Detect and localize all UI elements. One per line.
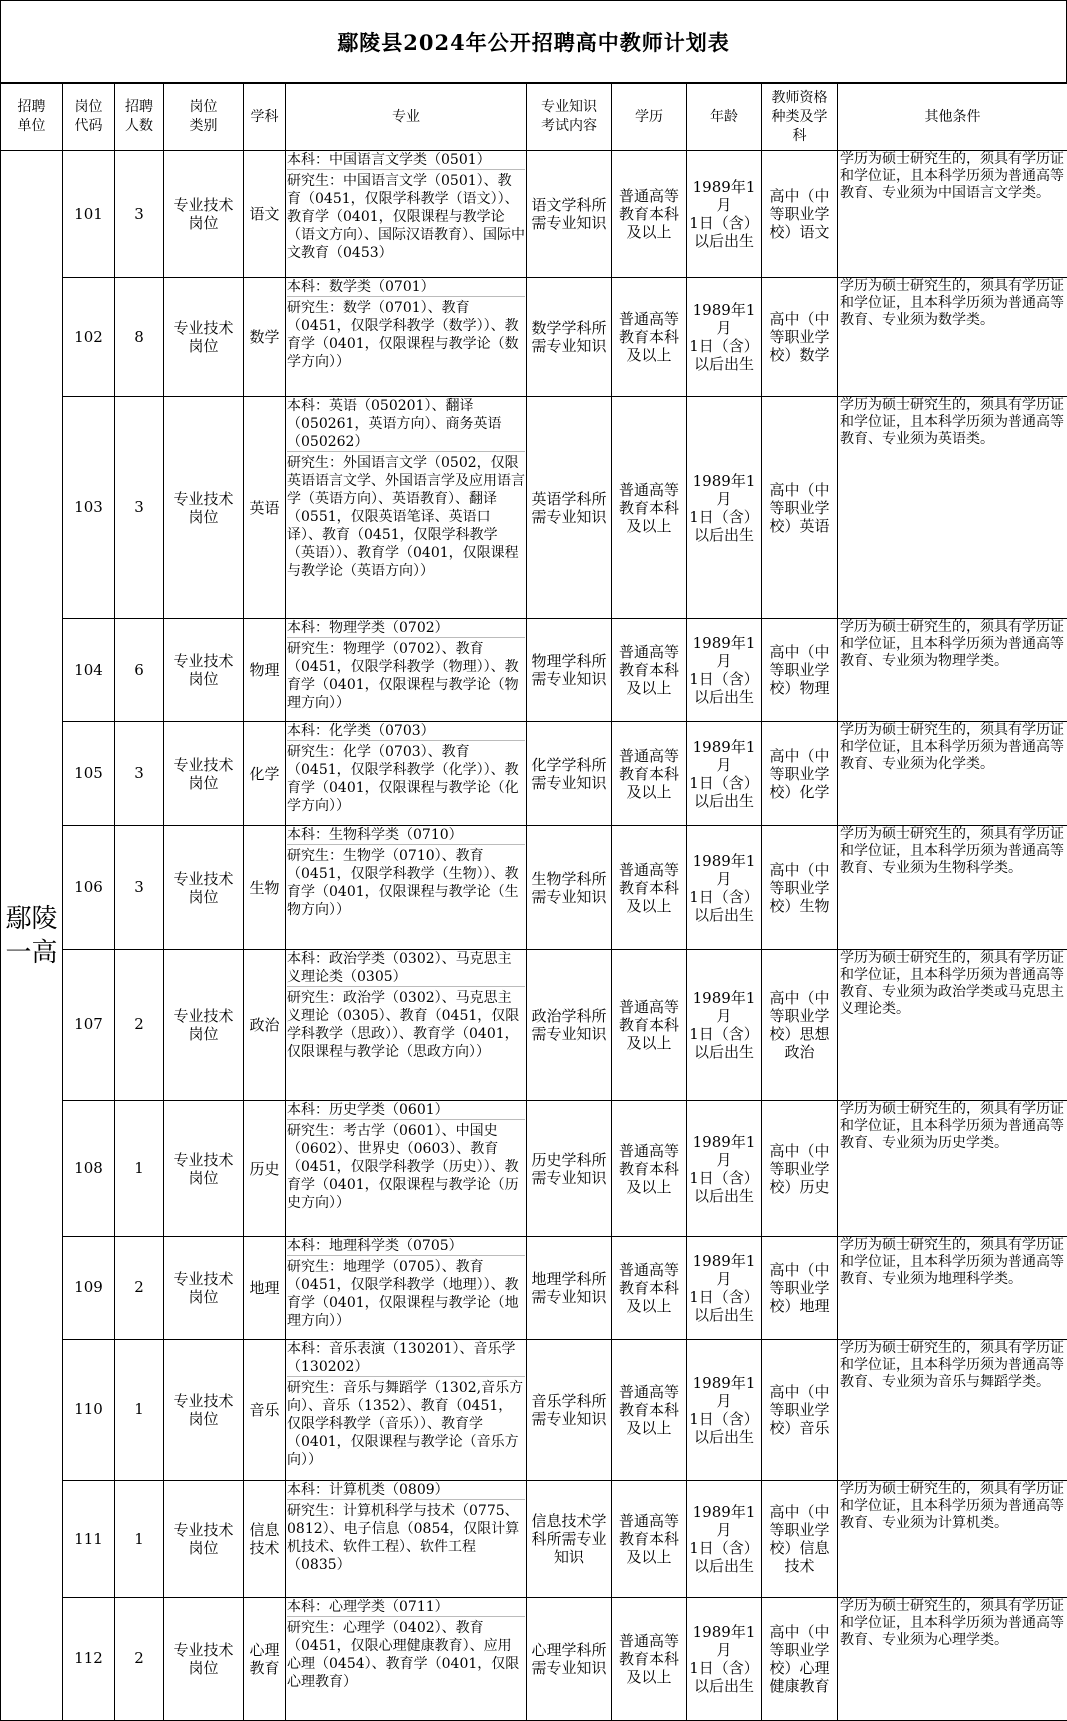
other-conditions: 学历为硕士研究生的，须具有学历证和学位证，且本科学历须为普通高等教育、专业须为历史学类。: [838, 1101, 1067, 1237]
exam-content: 历史学科所 需专业知识: [527, 1101, 612, 1237]
position-type: 专业技术 岗位: [164, 1339, 244, 1481]
major-requirements: [286, 949, 527, 1100]
teacher-certificate: 高中（中 等职业学 校）生物: [762, 826, 838, 949]
undergrad-major: 本科：音乐表演（130201）、音乐学（130202）: [287, 1340, 525, 1377]
table-row: [1, 1481, 1067, 1598]
header-major: 专业: [286, 84, 527, 151]
position-code: 108: [63, 1101, 115, 1237]
other-conditions: 学历为硕士研究生的，须具有学历证和学位证，且本科学历须为普通高等教育、专业须为数学类。: [838, 278, 1067, 397]
age-requirement: 1989年1月 1日（含） 以后出生: [687, 1597, 762, 1720]
header-row: [1, 84, 1067, 151]
teacher-certificate: 高中（中 等职业学 校）语文: [762, 151, 838, 278]
header-type: 岗位 类别: [164, 84, 244, 151]
other-conditions: 学历为硕士研究生的，须具有学历证和学位证，且本科学历须为普通高等教育、专业须为英语类。: [838, 397, 1067, 619]
major-requirements: [286, 619, 527, 721]
education-requirement: 普通高等 教育本科 及以上: [612, 949, 687, 1100]
other-conditions: 学历为硕士研究生的，须具有学历证和学位证，且本科学历须为普通高等教育、专业须为心理学类。: [838, 1597, 1067, 1720]
hire-count: 2: [115, 949, 164, 1100]
education-requirement: 普通高等 教育本科 及以上: [612, 278, 687, 397]
header-exam: 专业知识 考试内容: [527, 84, 612, 151]
position-code: 102: [63, 278, 115, 397]
position-type: 专业技术 岗位: [164, 1597, 244, 1720]
table-header: [1, 84, 1067, 151]
header-subject: 学科: [244, 84, 286, 151]
age-requirement: 1989年1月 1日（含） 以后出生: [687, 826, 762, 949]
recruiting-unit: 鄢陵 一高: [1, 151, 63, 1721]
teacher-certificate: 高中（中 等职业学 校）化学: [762, 721, 838, 826]
exam-content: 语文学科所 需专业知识: [527, 151, 612, 278]
table-row: [1, 721, 1067, 826]
recruitment-table: [0, 83, 1067, 1721]
major-requirements: [286, 826, 527, 949]
major-requirements: [286, 1101, 527, 1237]
teacher-certificate: 高中（中 等职业学 校）历史: [762, 1101, 838, 1237]
hire-count: 3: [115, 826, 164, 949]
position-type: 专业技术 岗位: [164, 151, 244, 278]
graduate-major: 研究生：政治学（0302）、马克思主义理论（0305）、教育（0451，仅限学科教学（思政））、教育学（0401，仅限课程与教学论（思政方向））: [287, 989, 520, 1060]
age-requirement: 1989年1月 1日（含） 以后出生: [687, 721, 762, 826]
exam-content: 音乐学科所 需专业知识: [527, 1339, 612, 1481]
hire-count: 1: [115, 1481, 164, 1598]
header-education: 学历: [612, 84, 687, 151]
position-type: 专业技术 岗位: [164, 1101, 244, 1237]
position-code: 101: [63, 151, 115, 278]
subject: 心理 教育: [244, 1597, 286, 1720]
age-requirement: 1989年1月 1日（含） 以后出生: [687, 151, 762, 278]
subject: 信息 技术: [244, 1481, 286, 1598]
table-row: [1, 949, 1067, 1100]
undergrad-major: 本科：政治学类（0302）、马克思主义理论类（0305）: [287, 950, 525, 987]
education-requirement: 普通高等 教育本科 及以上: [612, 1597, 687, 1720]
table-body: [1, 151, 1067, 1721]
hire-count: 2: [115, 1597, 164, 1720]
undergrad-major: 本科：地理科学类（0705）: [287, 1237, 525, 1256]
education-requirement: 普通高等 教育本科 及以上: [612, 397, 687, 619]
header-count: 招聘 人数: [115, 84, 164, 151]
age-requirement: 1989年1月 1日（含） 以后出生: [687, 1101, 762, 1237]
position-code: 107: [63, 949, 115, 1100]
graduate-major: 研究生：音乐与舞蹈学（1302,音乐方向）、音乐（1352）、教育（0451，仅限学科教学（音乐））、教育学（0401，仅限课程与教学论（音乐方向））: [287, 1379, 524, 1468]
exam-content: 物理学科所 需专业知识: [527, 619, 612, 721]
table-row: [1, 826, 1067, 949]
title-box: [0, 0, 1067, 83]
other-conditions: 学历为硕士研究生的，须具有学历证和学位证，且本科学历须为普通高等教育、专业须为化学类。: [838, 721, 1067, 826]
education-requirement: 普通高等 教育本科 及以上: [612, 1339, 687, 1481]
position-type: 专业技术 岗位: [164, 1237, 244, 1339]
age-requirement: 1989年1月 1日（含） 以后出生: [687, 1237, 762, 1339]
position-code: 105: [63, 721, 115, 826]
table-row: [1, 278, 1067, 397]
major-requirements: [286, 151, 527, 278]
graduate-major: 研究生：中国语言文学（0501）、教育（0451，仅限学科教学（语文））、教育学（0401，仅限课程与教学论（语文方向）、国际汉语教育）、国际中文教育（0453）: [287, 173, 525, 261]
hire-count: 3: [115, 397, 164, 619]
position-code: 111: [63, 1481, 115, 1598]
position-type: 专业技术 岗位: [164, 278, 244, 397]
undergrad-major: 本科：中国语言文学类（0501）: [287, 151, 525, 170]
exam-content: 生物学科所 需专业知识: [527, 826, 612, 949]
hire-count: 8: [115, 278, 164, 397]
undergrad-major: 本科：化学类（0703）: [287, 722, 525, 741]
major-requirements: [286, 721, 527, 826]
graduate-major: 研究生：心理学（0402）、教育（0451，仅限心理健康教育）、应用心理（0454）、教育学（0401，仅限心理教育）: [287, 1619, 520, 1690]
teacher-certificate: 高中（中 等职业学 校）心理 健康教育: [762, 1597, 838, 1720]
hire-count: 1: [115, 1339, 164, 1481]
teacher-certificate: 高中（中 等职业学 校）信息 技术: [762, 1481, 838, 1598]
exam-content: 英语学科所 需专业知识: [527, 397, 612, 619]
other-conditions: 学历为硕士研究生的，须具有学历证和学位证，且本科学历须为普通高等教育、专业须为生物科学类。: [838, 826, 1067, 949]
position-type: 专业技术 岗位: [164, 949, 244, 1100]
header-age: 年龄: [687, 84, 762, 151]
subject: 地理: [244, 1237, 286, 1339]
undergrad-major: 本科：生物科学类（0710）: [287, 826, 525, 845]
education-requirement: 普通高等 教育本科 及以上: [612, 619, 687, 721]
position-type: 专业技术 岗位: [164, 619, 244, 721]
major-requirements: [286, 397, 527, 619]
other-conditions: 学历为硕士研究生的，须具有学历证和学位证，且本科学历须为普通高等教育、专业须为计算机类。: [838, 1481, 1067, 1598]
teacher-certificate: 高中（中 等职业学 校）物理: [762, 619, 838, 721]
header-unit: 招聘 单位: [1, 84, 63, 151]
position-code: 112: [63, 1597, 115, 1720]
teacher-certificate: 高中（中 等职业学 校）音乐: [762, 1339, 838, 1481]
undergrad-major: 本科：物理学类（0702）: [287, 619, 525, 638]
position-type: 专业技术 岗位: [164, 397, 244, 619]
teacher-certificate: 高中（中 等职业学 校）思想 政治: [762, 949, 838, 1100]
age-requirement: 1989年1月 1日（含） 以后出生: [687, 278, 762, 397]
education-requirement: 普通高等 教育本科 及以上: [612, 151, 687, 278]
undergrad-major: 本科：心理学类（0711）: [287, 1598, 525, 1617]
position-code: 106: [63, 826, 115, 949]
teacher-certificate: 高中（中 等职业学 校）地理: [762, 1237, 838, 1339]
exam-content: 政治学科所 需专业知识: [527, 949, 612, 1100]
position-code: 109: [63, 1237, 115, 1339]
other-conditions: 学历为硕士研究生的，须具有学历证和学位证，且本科学历须为普通高等教育、专业须为地理科学类。: [838, 1237, 1067, 1339]
age-requirement: 1989年1月 1日（含） 以后出生: [687, 619, 762, 721]
hire-count: 1: [115, 1101, 164, 1237]
education-requirement: 普通高等 教育本科 及以上: [612, 826, 687, 949]
table-row: [1, 397, 1067, 619]
graduate-major: 研究生：物理学（0702）、教育（0451，仅限学科教学（物理））、教育学（0401，仅限课程与教学论（物理方向））: [287, 641, 519, 712]
major-requirements: [286, 1597, 527, 1720]
position-code: 103: [63, 397, 115, 619]
subject: 语文: [244, 151, 286, 278]
education-requirement: 普通高等 教育本科 及以上: [612, 721, 687, 826]
subject: 英语: [244, 397, 286, 619]
other-conditions: 学历为硕士研究生的，须具有学历证和学位证，且本科学历须为普通高等教育、专业须为中国语言文学类。: [838, 151, 1067, 278]
subject: 生物: [244, 826, 286, 949]
age-requirement: 1989年1月 1日（含） 以后出生: [687, 949, 762, 1100]
graduate-major: 研究生：考古学（0601）、中国史（0602）、世界史（0603）、教育（0451，仅限学科教学（历史））、教育学（0401，仅限课程与教学论（历史方向））: [287, 1123, 519, 1212]
position-type: 专业技术 岗位: [164, 1481, 244, 1598]
subject: 历史: [244, 1101, 286, 1237]
table-row: [1, 1597, 1067, 1720]
position-code: 110: [63, 1339, 115, 1481]
subject: 物理: [244, 619, 286, 721]
header-cert: 教师资格 种类及学 科: [762, 84, 838, 151]
graduate-major: 研究生：数学（0701）、教育（0451，仅限学科教学（数学））、教育学（0401，仅限课程与教学论（数学方向））: [287, 300, 519, 371]
other-conditions: 学历为硕士研究生的，须具有学历证和学位证，且本科学历须为普通高等教育、专业须为物理学类。: [838, 619, 1067, 721]
table-row: [1, 1101, 1067, 1237]
table-row: [1, 619, 1067, 721]
age-requirement: 1989年1月 1日（含） 以后出生: [687, 1481, 762, 1598]
graduate-major: 研究生：地理学（0705）、教育（0451，仅限学科教学（地理））、教育学（0401，仅限课程与教学论（地理方向））: [287, 1259, 519, 1330]
major-requirements: [286, 1237, 527, 1339]
subject: 政治: [244, 949, 286, 1100]
exam-content: 化学学科所 需专业知识: [527, 721, 612, 826]
table-row: [1, 1237, 1067, 1339]
undergrad-major: 本科：计算机类（0809）: [287, 1481, 525, 1500]
hire-count: 3: [115, 151, 164, 278]
position-type: 专业技术 岗位: [164, 721, 244, 826]
exam-content: 心理学科所 需专业知识: [527, 1597, 612, 1720]
subject: 数学: [244, 278, 286, 397]
teacher-certificate: 高中（中 等职业学 校）英语: [762, 397, 838, 619]
subject: 音乐: [244, 1339, 286, 1481]
undergrad-major: 本科：英语（050201）、翻译（050261，英语方向）、商务英语（050262）: [287, 397, 525, 452]
graduate-major: 研究生：化学（0703）、教育（0451，仅限学科教学（化学））、教育学（0401，仅限课程与教学论（化学方向））: [287, 743, 519, 814]
teacher-certificate: 高中（中 等职业学 校）数学: [762, 278, 838, 397]
other-conditions: 学历为硕士研究生的，须具有学历证和学位证，且本科学历须为普通高等教育、专业须为音乐与舞蹈学类。: [838, 1339, 1067, 1481]
position-code: 104: [63, 619, 115, 721]
page-title: 鄢陵县2024年公开招聘高中教师计划表: [337, 29, 730, 55]
table-row: [1, 1339, 1067, 1481]
header-other: 其他条件: [838, 84, 1067, 151]
age-requirement: 1989年1月 1日（含） 以后出生: [687, 1339, 762, 1481]
header-code: 岗位 代码: [63, 84, 115, 151]
age-requirement: 1989年1月 1日（含） 以后出生: [687, 397, 762, 619]
graduate-major: 研究生：生物学（0710）、教育（0451，仅限学科教学（生物））、教育学（0401，仅限课程与教学论（生物方向））: [287, 848, 519, 919]
graduate-major: 研究生：外国语言文学（0502，仅限英语语言文学、外国语言学及应用语言学（英语方向）、英语教育）、翻译（0551，仅限英语笔译、英语口译）、教育（0451，仅限学科教学（英语））、教育学（0401，仅限课程与教学论（英语方向））: [287, 455, 525, 580]
major-requirements: [286, 278, 527, 397]
education-requirement: 普通高等 教育本科 及以上: [612, 1481, 687, 1598]
hire-count: 3: [115, 721, 164, 826]
major-requirements: [286, 1481, 527, 1598]
education-requirement: 普通高等 教育本科 及以上: [612, 1237, 687, 1339]
hire-count: 6: [115, 619, 164, 721]
major-requirements: [286, 1339, 527, 1481]
subject: 化学: [244, 721, 286, 826]
exam-content: 数学学科所 需专业知识: [527, 278, 612, 397]
education-requirement: 普通高等 教育本科 及以上: [612, 1101, 687, 1237]
table-row: [1, 151, 1067, 278]
undergrad-major: 本科：历史学类（0601）: [287, 1101, 525, 1120]
position-type: 专业技术 岗位: [164, 826, 244, 949]
undergrad-major: 本科：数学类（0701）: [287, 278, 525, 297]
graduate-major: 研究生：计算机科学与技术（0775、0812）、电子信息（0854，仅限计算机技术、软件工程）、软件工程（0835）: [287, 1503, 520, 1574]
hire-count: 2: [115, 1237, 164, 1339]
exam-content: 地理学科所 需专业知识: [527, 1237, 612, 1339]
other-conditions: 学历为硕士研究生的，须具有学历证和学位证，且本科学历须为普通高等教育、专业须为政治学类或马克思主义理论类。: [838, 949, 1067, 1100]
exam-content: 信息技术学 科所需专业 知识: [527, 1481, 612, 1598]
